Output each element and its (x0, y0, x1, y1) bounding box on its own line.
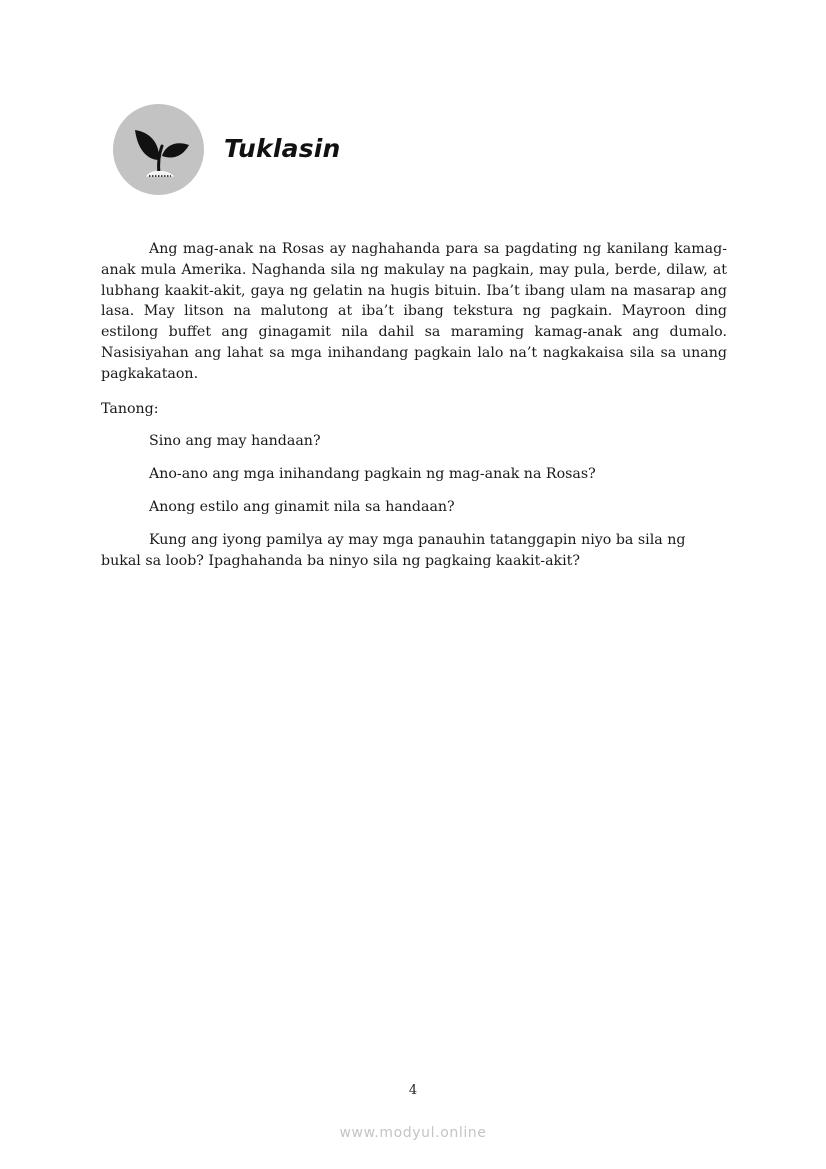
section-title: Tuklasin (224, 134, 341, 163)
seedling-icon (113, 104, 204, 195)
story-paragraph: Ang mag-anak na Rosas ay naghahanda para sa pagdating ng kanilang kamag-anak mula Amerika. Naghanda sila ng makulay na pagkain, may pula, berde, dilaw, at lubhang kaakit-akit, gaya ng gelatin na hugis bituin. Iba’t ibang ulam na masarap ang lasa. May litson na malutong at iba’t ibang tekstura ng pagkain. Mayroon ding estilong buffet ang ginagamit nila dahil sa maraming kamag-anak ang dumalo. Nasisiyahan ang lahat sa mga inihandang pagkain lalo na’t nagkakaisa sila sa unang pagkakataon. (101, 241, 727, 382)
page-number: 4 (408, 1083, 418, 1098)
lesson-body (101, 239, 727, 571)
watermark: www.modyul.online (339, 1125, 487, 1141)
question-item: Ano-ano ang mga inihandang pagkain ng mag-anak na Rosas? (149, 466, 596, 483)
question-item: Anong estilo ang ginamit nila sa handaan? (149, 498, 455, 515)
section-icon-badge (113, 104, 204, 195)
question-item: Sino ang may handaan? (149, 433, 321, 450)
question-item: Kung ang iyong pamilya ay may mga panauhin tatanggapin niyo ba sila ng bukal sa loob? Ipaghahanda ba ninyo sila ng pagkaing kaakit-akit? (101, 531, 686, 569)
questions-label: Tanong: (101, 400, 159, 417)
